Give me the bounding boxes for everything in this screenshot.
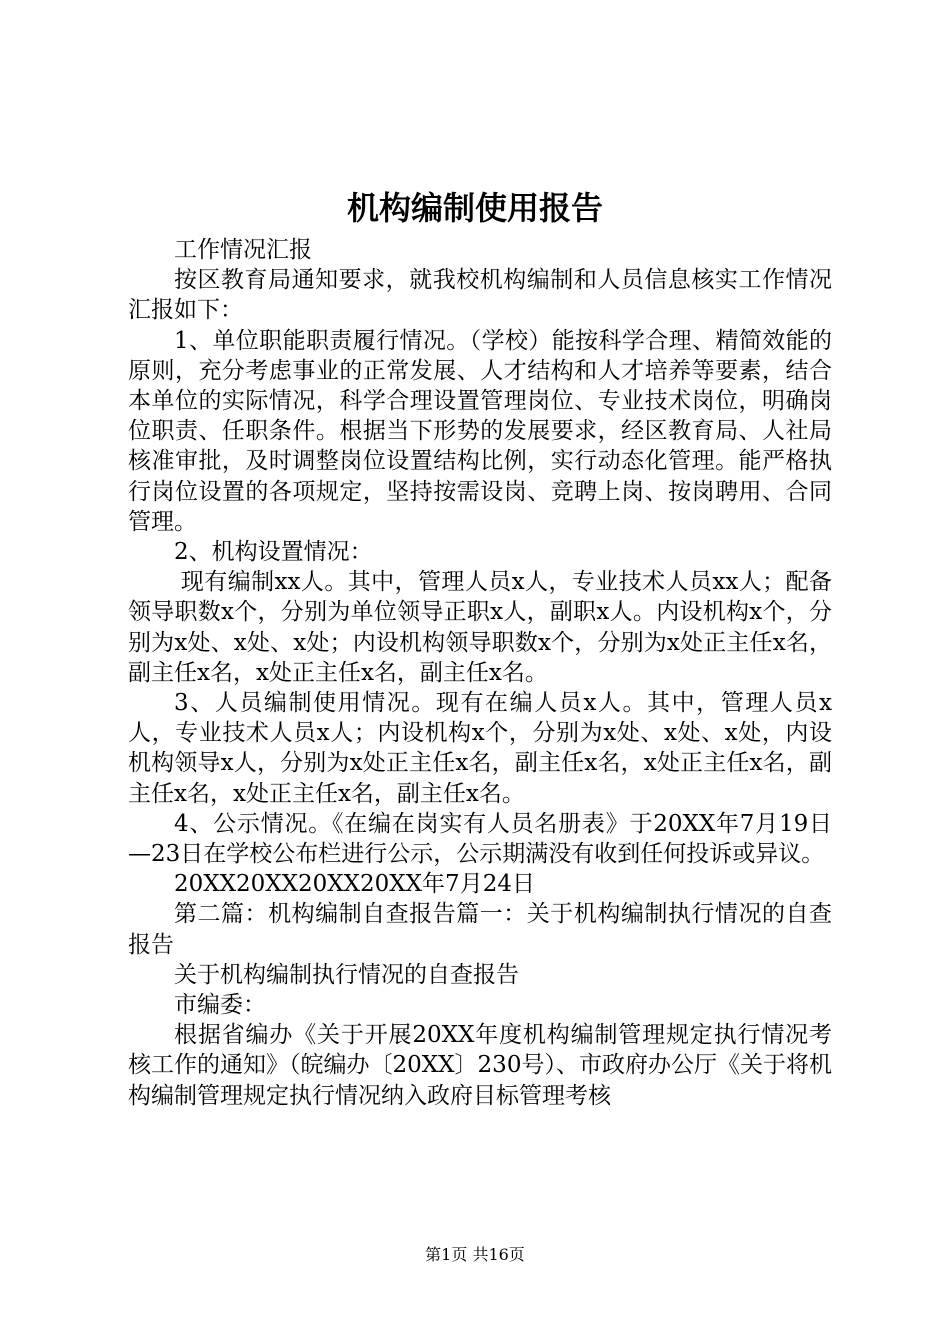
paragraph-heading: 工作情况汇报 xyxy=(174,237,312,263)
paragraph-part-two: 第二篇：机构编制自查报告篇一：关于机构编制执行情况的自查报告 xyxy=(128,901,832,958)
paragraph-subtitle: 关于机构编制执行情况的自查报告 xyxy=(174,961,519,988)
paragraph-addressee: 市编委： xyxy=(174,992,266,1019)
document-body xyxy=(128,235,832,1111)
paragraph-staffing: 3、人员编制使用情况。现有在编人员x人。其中，管理人员x人，专业技术人员x人；内设机构x个，分别为x处、x处、x处，内设机构领导x人，分别为x处正主任x名，副主任x名，x处正主任x名，副主任x名，x处正主任x名，副主任x名。 xyxy=(128,690,832,807)
paragraph-duties: 1、单位职能职责履行情况。（学校）能按科学合理、精简效能的原则，充分考虑事业的正常发展、人才结构和人才培养等要素，结合本单位的实际情况，科学合理设置管理岗位、专业技术岗位，明确岗位职责、任职条件。根据当下形势的发展要求，经区教育局、人社局核准审批，及时调整岗位设置结构比例，实行动态化管理。能严格执行岗位设置的各项规定，坚持按需设岗、竞聘上岗、按岗聘用、合同管理。 xyxy=(128,327,832,535)
paragraph-intro: 按区教育局通知要求，就我校机构编制和人员信息核实工作情况汇报如下： xyxy=(128,267,832,324)
paragraph-basis: 根据省编办《关于开展20XX年度机构编制管理规定执行情况考核工作的通知》（皖编办〔20XX〕230号）、市政府办公厅《关于将机构编制管理规定执行情况纳入政府目标管理考核 xyxy=(128,1022,832,1109)
paragraph-org-details: 现有编制xx人。其中，管理人员x人，专业技术人员xx人；配备领导职数x个，分别为单位领导正职x人，副职x人。内设机构x个，分别为x处、x处、x处；内设机构领导职数x个，分别为x处正主任x名，副主任x名，x处正主任x名，副主任x名。 xyxy=(128,569,832,686)
page-number-footer: 第1页 共16页 xyxy=(425,1245,525,1264)
paragraph-org-heading: 2、机构设置情况： xyxy=(174,539,373,566)
paragraph-publicity: 4、公示情况。《在编在岗实有人员名册表》于20XX年7月19日—23日在学校公布栏进行公示，公示期满没有收到任何投诉或异议。 xyxy=(128,810,832,868)
paragraph-date: 20XX20XX20XX20XX年7月24日 xyxy=(174,871,535,898)
document-title: 机构编制使用报告 xyxy=(346,189,603,227)
